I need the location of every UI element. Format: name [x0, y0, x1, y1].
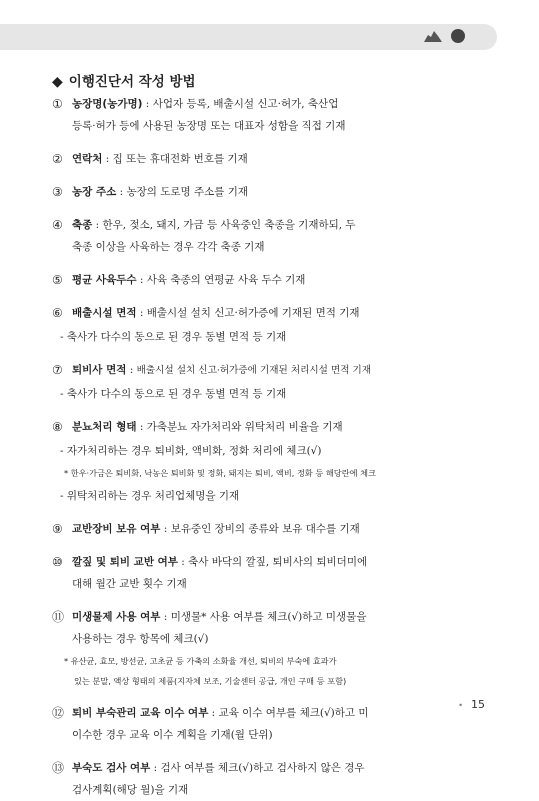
text-items-8-num: ⑨ [52, 522, 63, 536]
text-items-0-sep: : [142, 98, 153, 110]
list-item [52, 302, 492, 348]
text-items-11-cont: 이수한 경우 교육 이수 계획을 기재(월 단위) [72, 729, 273, 741]
list-item [52, 269, 492, 291]
list-item [52, 148, 492, 170]
text-items-5-text: 배출시설 설치 신고·허가증에 기재된 면적 기재 [146, 307, 360, 319]
text-items-11-text: 교육 이수 여부를 체크(√)하고 미 [218, 707, 369, 719]
text-items-9-cont: 대해 월간 교반 횟수 기재 [72, 578, 187, 590]
list-item [52, 181, 492, 203]
text-items-0-num: ① [52, 97, 63, 111]
text-items-7-note: * 한우·가금은 퇴비화, 낙농은 퇴비화 및 정화, 돼지는 퇴비, 액비, 정화 등 해당란에 체크 [64, 468, 376, 478]
text-items-3-text: 한우, 젖소, 돼지, 가금 등 사육중인 축종을 기재하되, 두 [102, 219, 356, 231]
list-item [52, 702, 492, 746]
text-items-10-note: * 유산균, 효모, 방선균, 고초균 등 가축의 소화율 개선, 퇴비의 부숙에 효과가 [64, 656, 337, 666]
text-items-12-label: 부숙도 검사 여부 [72, 762, 151, 774]
text-items-2-text: 농장의 도로명 주소를 기재 [126, 186, 249, 198]
text-items-5-label: 배출시설 면적 [72, 307, 137, 319]
list-item [52, 518, 492, 540]
list-item [52, 93, 492, 137]
cloud-icon [422, 28, 444, 48]
text-items-10-num: ⑪ [52, 610, 65, 624]
text-items-0-label: 농장명(농가명) [72, 98, 143, 110]
text-items-3-num: ④ [52, 218, 63, 232]
text-items-8-text: 보유중인 장비의 종류와 보유 대수를 기재 [170, 523, 360, 535]
text-items-1-sep: : [102, 153, 113, 165]
list-item [52, 757, 492, 801]
diamond-bullet-icon: ◆ [52, 74, 63, 90]
text-items-4-num: ⑤ [52, 273, 63, 287]
text-items-7-sub: - 자가처리하는 경우 퇴비화, 액비화, 정화 처리에 체크(√) [60, 445, 322, 457]
text-items-9-sep: : [177, 556, 189, 568]
text-items-9-num: ⑩ [52, 555, 63, 569]
text-items-6-num: ⑦ [52, 363, 63, 377]
text-items-7-num: ⑧ [52, 420, 63, 434]
text-items-12-cont: 검사계획(해당 월)을 기재 [72, 784, 189, 796]
text-items-10-label: 미생물제 사용 여부 [72, 611, 161, 623]
text-items-2-num: ③ [52, 185, 63, 199]
text-items-6-text: 배출시설 설치 신고·허가증에 기재된 처리시설 면적 기재 [136, 365, 372, 376]
text-items-10-text: 미생물* 사용 여부를 체크(√)하고 미생물을 [170, 611, 367, 623]
text-items-0-cont: 등록·허가 등에 사용된 농장명 또는 대표자 성함을 직접 기재 [72, 120, 346, 132]
text-items-4-sep: : [136, 274, 147, 286]
text-items-3-sep: : [92, 219, 103, 231]
text-items-10-note2: 있는 분말, 액상 형태의 제품(지자체 보조, 기술센터 공급, 개인 구매 등 포함) [74, 676, 347, 686]
text-items-12-text: 검사 여부를 체크(√)하고 검사하지 않은 경우 [160, 762, 365, 774]
text-items-11-num: ⑫ [52, 706, 65, 720]
text-items-2-sep: : [116, 186, 127, 198]
text-items-8-label: 교반장비 보유 여부 [72, 523, 161, 535]
text-items-9-label: 깔짚 및 퇴비 교반 여부 [72, 556, 178, 568]
text-items-7-sub2: - 위탁처리하는 경우 처리업체명을 기재 [60, 490, 240, 502]
list-item [52, 214, 492, 258]
text-items-3-cont: 축종 이상을 사육하는 경우 각각 축종 기재 [72, 241, 265, 253]
text-items-12-sep: : [150, 762, 161, 774]
text-items-8-sep: : [160, 523, 171, 535]
text-items-5-num: ⑥ [52, 306, 63, 320]
text-items-12-num: ⑬ [52, 761, 65, 775]
text-items-6-sub: - 축사가 다수의 동으로 된 경우 동별 면적 등 기재 [60, 388, 287, 400]
page-number: • 15 [458, 698, 485, 711]
text-items-9-text: 축사 바닥의 깔짚, 퇴비사의 퇴비더미에 [188, 556, 368, 568]
text-page_number: 15 [471, 698, 485, 711]
text-items-6-sep: : [126, 364, 137, 376]
text-items-7-label: 분뇨처리 형태 [72, 421, 137, 433]
list-item [52, 606, 492, 691]
text-items-2-label: 농장 주소 [72, 186, 117, 198]
text-items-5-sep: : [136, 307, 147, 319]
circle-icon [450, 28, 466, 48]
text-items-10-sep: : [160, 611, 171, 623]
text-items-11-label: 퇴비 부숙관리 교육 이수 여부 [72, 707, 209, 719]
text-items-4-text: 사육 축종의 연평균 사육 두수 기재 [146, 274, 306, 286]
text-items-1-num: ② [52, 152, 63, 166]
list-item [52, 359, 492, 405]
list-item [52, 551, 492, 595]
text-items-7-sep: : [136, 421, 147, 433]
text-items-6-label: 퇴비사 면적 [72, 364, 127, 376]
text-items-4-label: 평균 사육두수 [72, 274, 137, 286]
text-title: 이행진단서 작성 방법 [68, 74, 196, 90]
text-items-3-label: 축종 [72, 219, 93, 231]
text-items-0-text: 사업자 등록, 배출시설 신고·허가, 축산업 [152, 98, 339, 110]
text-items-10-cont: 사용하는 경우 항목에 체크(√) [72, 633, 209, 645]
text-items-11-sep: : [208, 707, 219, 719]
section-title [52, 70, 196, 90]
instruction-list [52, 93, 492, 801]
list-item [52, 416, 492, 507]
header-icons [422, 28, 466, 48]
text-items-7-text: 가축분뇨 자가처리와 위탁처리 비율을 기재 [146, 421, 343, 433]
text-items-1-text: 집 또는 휴대전화 번호를 기재 [112, 153, 248, 165]
text-items-1-label: 연락처 [72, 153, 103, 165]
text-items-5-sub: - 축사가 다수의 동으로 된 경우 동별 면적 등 기재 [60, 331, 287, 343]
